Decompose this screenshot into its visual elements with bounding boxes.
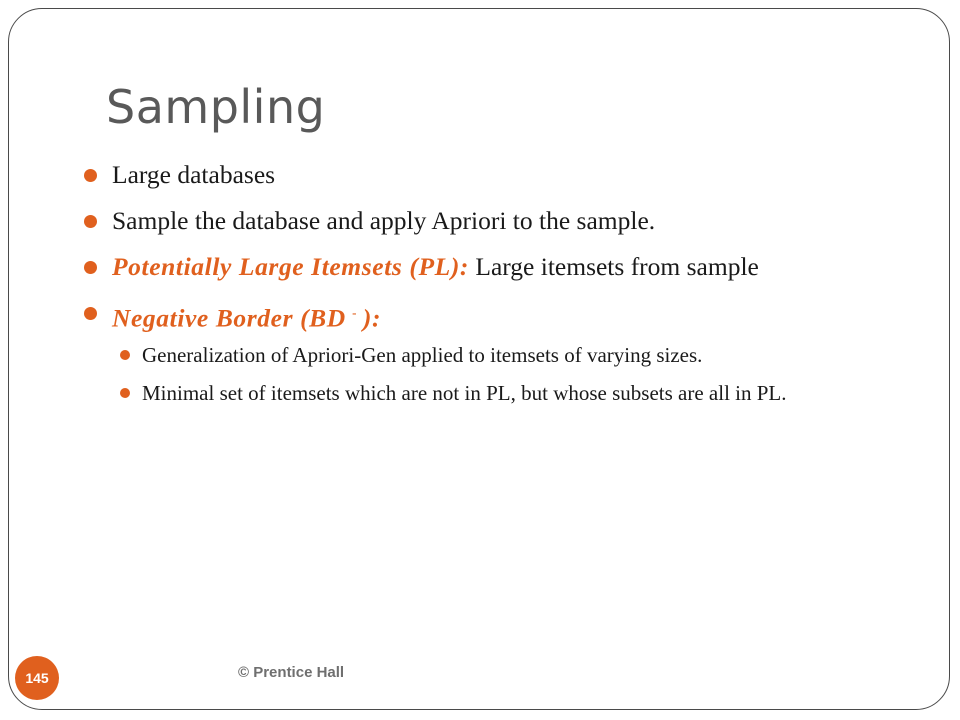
bullet-potentially-large-itemsets: [84, 250, 884, 284]
slide-content: [84, 158, 884, 420]
superscript-minus: -: [352, 305, 357, 320]
sub-bullet-generalization: [120, 340, 884, 370]
bullet-text: Sample the database and apply Apriori to the sample.: [112, 206, 656, 235]
sub-bullet-text: Minimal set of itemsets which are not in PL, but whose subsets are all in PL.: [142, 380, 787, 405]
term-negative-border: Negative Border (BD: [112, 303, 346, 333]
sub-bullet-minimal-set: [120, 378, 884, 408]
term-negative-border-close: ):: [362, 303, 382, 333]
bullet-sample-database: [84, 204, 884, 238]
sub-bullet-text: Generalization of Apriori-Gen applied to itemsets of varying sizes.: [142, 342, 703, 367]
term-potentially-large-itemsets: Potentially Large Itemsets (PL):: [112, 252, 469, 281]
page-number-badge: 145: [15, 656, 59, 700]
footer-copyright: © Prentice Hall: [238, 664, 345, 681]
bullet-text: Large databases: [112, 160, 276, 189]
slide-title: Sampling: [106, 80, 326, 134]
bullet-large-databases: [84, 158, 884, 192]
sub-bullet-list: [120, 340, 884, 408]
bullet-text: Large itemsets from sample: [469, 252, 759, 281]
bullet-negative-border: [84, 296, 884, 408]
bullet-list: [84, 158, 884, 408]
